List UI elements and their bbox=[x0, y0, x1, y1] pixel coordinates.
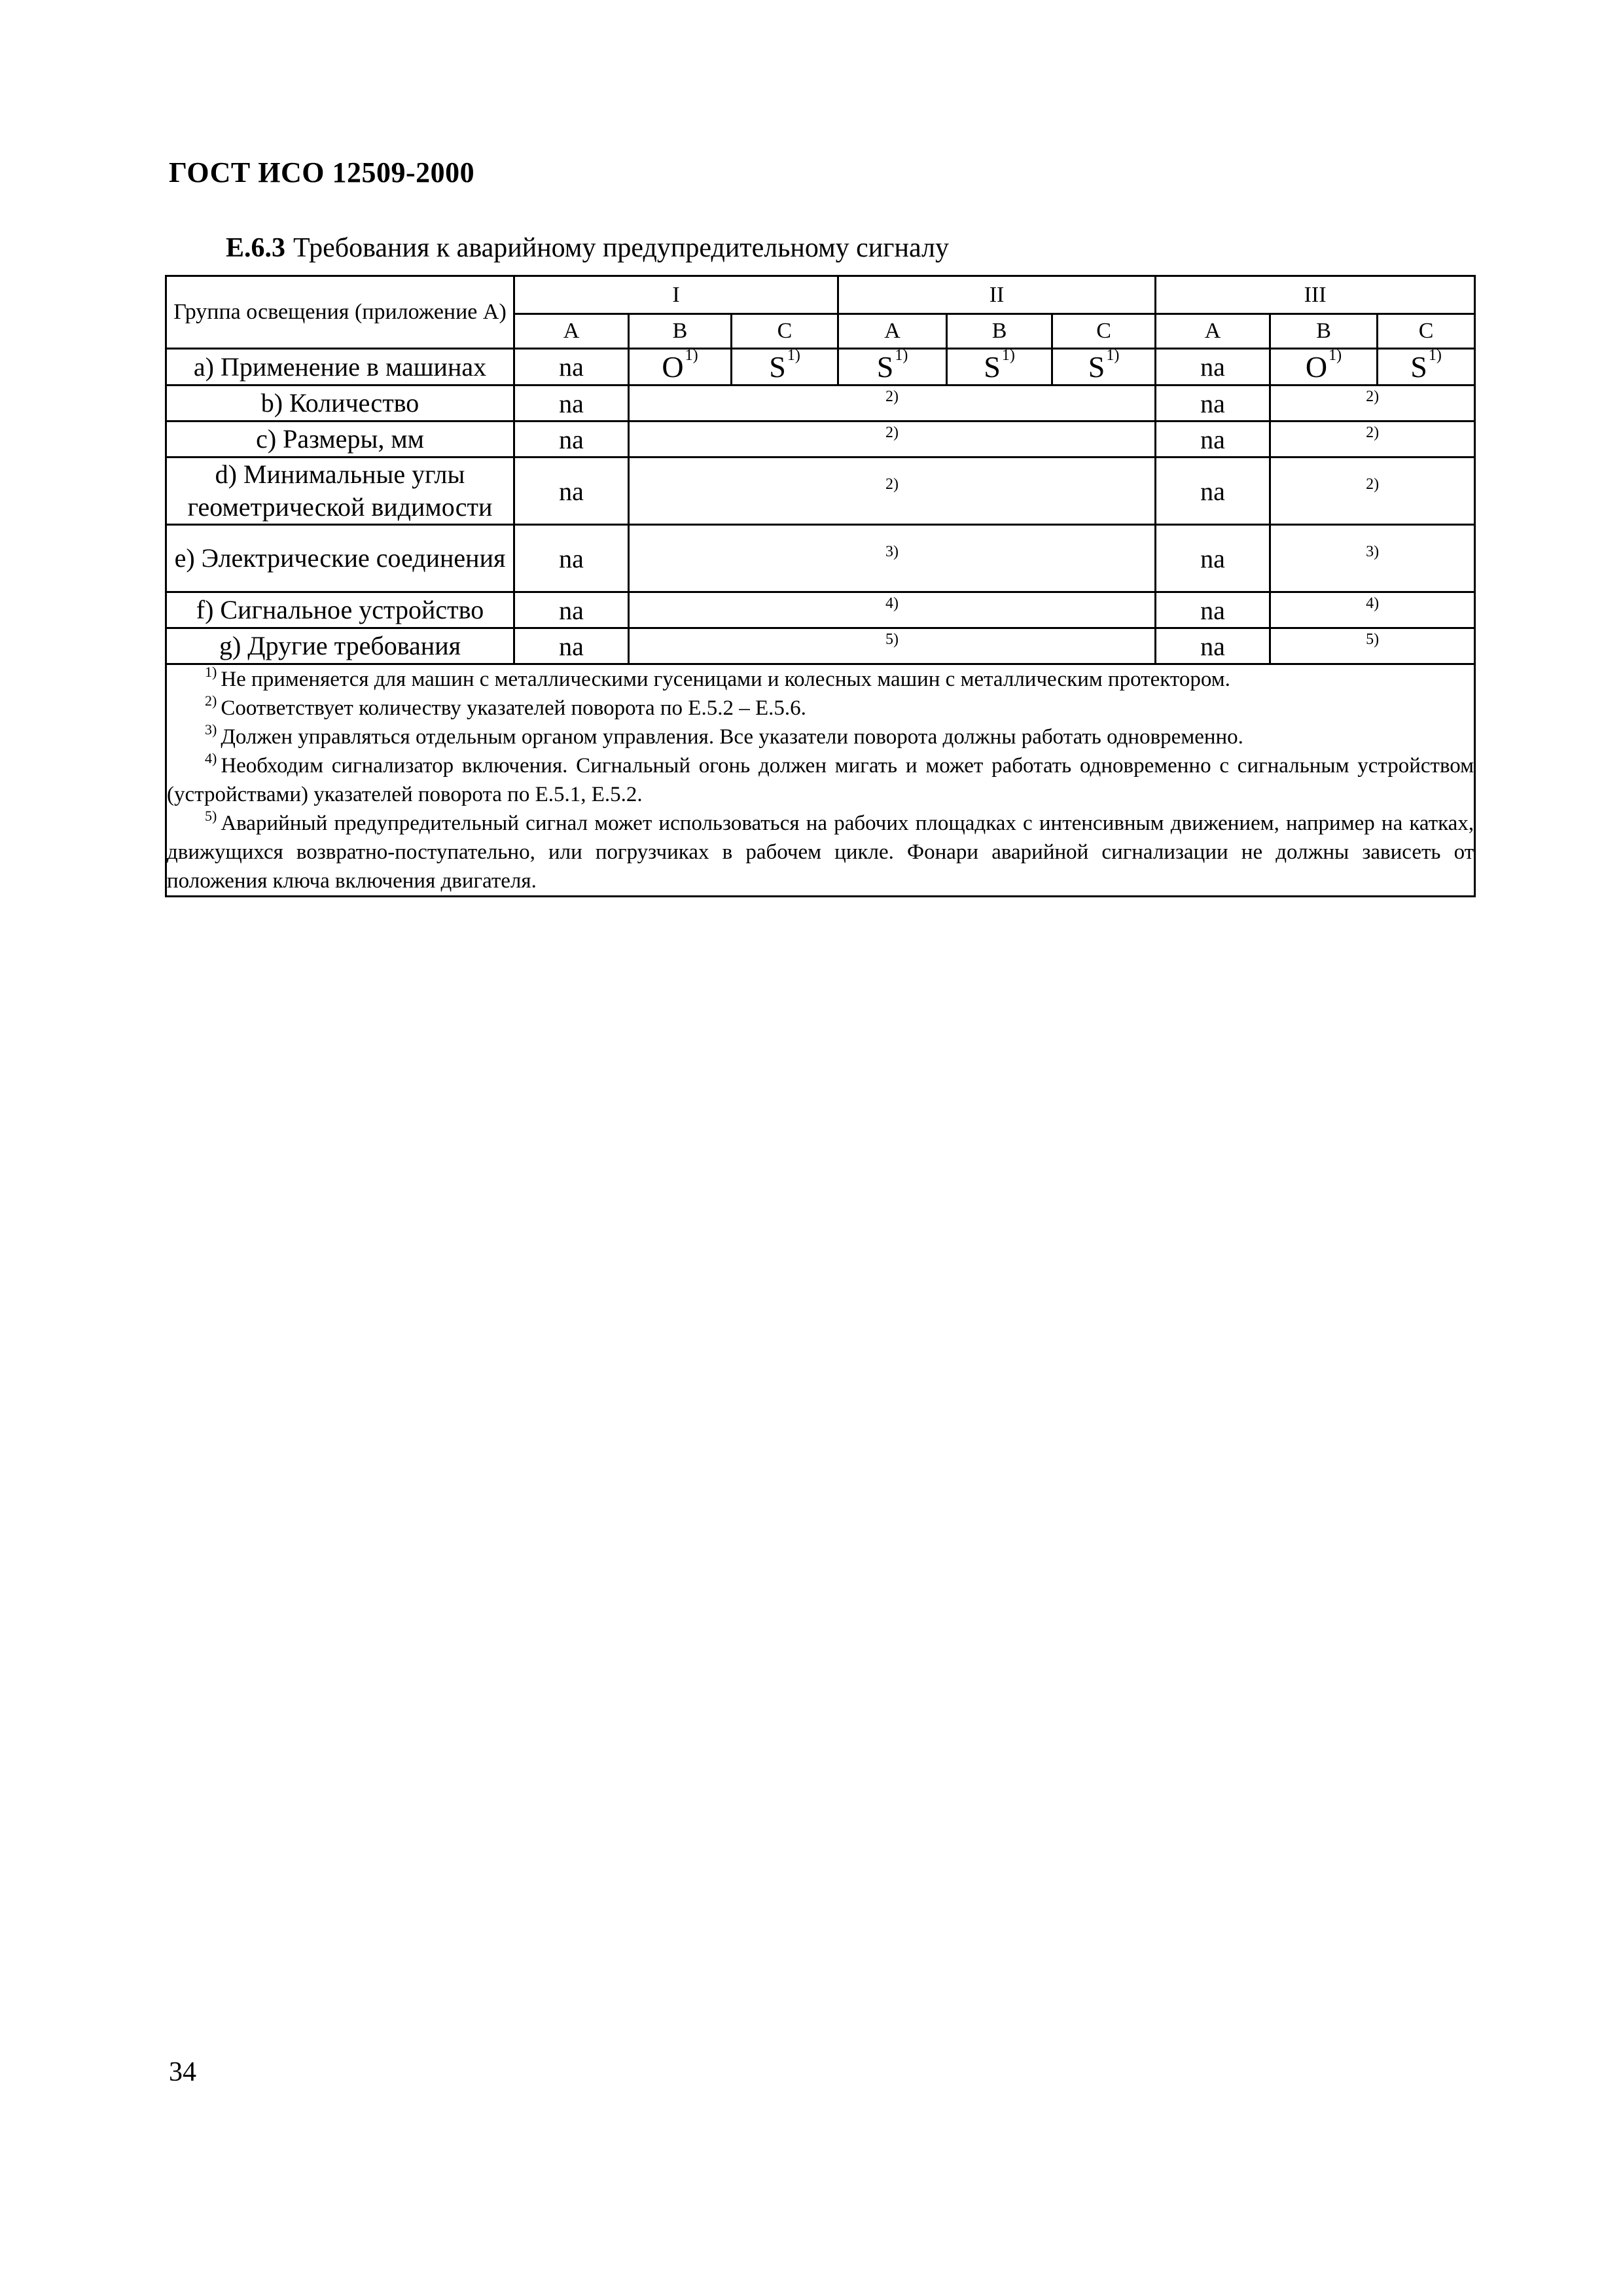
value-cell: na bbox=[514, 422, 629, 457]
value-cell: $S^{1)}$ bbox=[838, 349, 947, 386]
table-row bbox=[166, 628, 1475, 664]
table-row bbox=[166, 422, 1475, 457]
footnote-ref: 2) bbox=[1366, 424, 1380, 441]
footnote-ref: 2) bbox=[1366, 476, 1380, 493]
subcol-header: A bbox=[514, 314, 629, 349]
footnote-ref: 2) bbox=[885, 388, 899, 405]
value-cell: na bbox=[514, 349, 629, 386]
row-label: c) Размеры, мм bbox=[166, 422, 514, 457]
value-cell: na bbox=[514, 592, 629, 628]
value-cell: na bbox=[1156, 592, 1270, 628]
row-label: a) Применение в машинах bbox=[166, 349, 514, 386]
merged-ref-cell bbox=[629, 592, 1156, 628]
footnote: $^{4)}$ Необходим сигнализатор включения. Сигнальный огонь должен мигать и может работать одновременно с сигнальным устройством (устройствами) указателей поворота по Е.5.1, Е.5.2. bbox=[167, 750, 1474, 806]
section-title-text: Требования к аварийному предупредительному сигналу bbox=[293, 233, 949, 263]
document-header: ГОСТ ИСО 12509-2000 bbox=[169, 156, 475, 188]
group-header-i: I bbox=[514, 276, 838, 314]
value-cell: na bbox=[514, 457, 629, 525]
footnote-ref: 5) bbox=[1366, 631, 1380, 648]
group-header-ii: II bbox=[838, 276, 1156, 314]
value-cell: $S^{1)}$ bbox=[732, 349, 838, 386]
table-row bbox=[166, 386, 1475, 422]
merged-ref-cell bbox=[1270, 628, 1475, 664]
merged-ref-cell bbox=[1270, 592, 1475, 628]
value-cell: $O^{1)}$ bbox=[629, 349, 732, 386]
merged-ref-cell bbox=[629, 457, 1156, 525]
subcol-header: B bbox=[629, 314, 732, 349]
value-cell: na bbox=[1156, 422, 1270, 457]
value-cell: $O^{1)}$ bbox=[1270, 349, 1378, 386]
footnote-ref: 2) bbox=[1366, 388, 1380, 405]
footnote-ref: 3) bbox=[885, 543, 899, 560]
subcol-header: C bbox=[1378, 314, 1475, 349]
value-cell: na bbox=[1156, 386, 1270, 422]
table-row bbox=[166, 349, 1475, 386]
footnote-ref: 4) bbox=[1366, 595, 1380, 612]
footnote: $^{5)}$ Аварийный предупредительный сигнал может использоваться на рабочих площадках с интенсивным движением, например на катках, движущихся возвратно-поступательно, или погрузчиках в рабочем цикле. Фонари аварийной сигнализации не должны зависеть от положения ключа включения двигателя. bbox=[167, 808, 1474, 893]
value-cell: $S^{1)}$ bbox=[1378, 349, 1475, 386]
value-cell: na bbox=[514, 386, 629, 422]
merged-ref-cell bbox=[629, 628, 1156, 664]
table-row bbox=[166, 525, 1475, 592]
value-cell: $S^{1)}$ bbox=[1052, 349, 1156, 386]
footnote: $^{2)}$ Соответствует количеству указателей поворота по Е.5.2 – Е.5.6. bbox=[205, 692, 806, 720]
subcol-header: C bbox=[1052, 314, 1156, 349]
merged-ref-cell bbox=[1270, 457, 1475, 525]
requirements-table bbox=[165, 275, 1476, 897]
merged-ref-cell bbox=[1270, 525, 1475, 592]
value-cell: na bbox=[514, 525, 629, 592]
footnote-ref: 3) bbox=[1366, 543, 1380, 560]
page-number: 34 bbox=[169, 2057, 196, 2087]
footnote-ref: 4) bbox=[885, 595, 899, 612]
value-cell: na bbox=[514, 628, 629, 664]
table-row bbox=[166, 592, 1475, 628]
merged-ref-cell bbox=[629, 525, 1156, 592]
subcol-header: A bbox=[838, 314, 947, 349]
value-cell: na bbox=[1156, 457, 1270, 525]
row-label: e) Электрические соединения bbox=[166, 525, 514, 592]
group-label-cell: Группа освещения (приложение А) bbox=[166, 276, 514, 349]
footnote-ref: 5) bbox=[885, 631, 899, 648]
row-label: g) Другие требования bbox=[166, 628, 514, 664]
group-header-iii: III bbox=[1156, 276, 1475, 314]
merged-ref-cell bbox=[629, 386, 1156, 422]
footnotes-cell bbox=[166, 664, 1475, 897]
value-cell: na bbox=[1156, 628, 1270, 664]
footnote-ref: 2) bbox=[885, 424, 899, 441]
value-cell: na bbox=[1156, 525, 1270, 592]
value-cell: $S^{1)}$ bbox=[947, 349, 1052, 386]
subcol-header: B bbox=[947, 314, 1052, 349]
merged-ref-cell bbox=[629, 422, 1156, 457]
subcol-header: A bbox=[1156, 314, 1270, 349]
section-title bbox=[226, 232, 949, 264]
section-number: Е.6.3 bbox=[226, 233, 286, 263]
row-label: b) Количество bbox=[166, 386, 514, 422]
subcol-header: C bbox=[732, 314, 838, 349]
footnote-ref: 2) bbox=[885, 476, 899, 493]
row-label: f) Сигнальное устройство bbox=[166, 592, 514, 628]
footnote: $^{3)}$ Должен управляться отдельным органом управления. Все указатели поворота должны работать одновременно. bbox=[205, 721, 1243, 749]
merged-ref-cell bbox=[1270, 422, 1475, 457]
merged-ref-cell bbox=[1270, 386, 1475, 422]
value-cell: na bbox=[1156, 349, 1270, 386]
table-row bbox=[166, 457, 1475, 525]
subcol-header: B bbox=[1270, 314, 1378, 349]
footnote: $^{1)}$ Не применяется для машин с металлическими гусеницами и колесных машин с металлическим протектором. bbox=[205, 664, 1230, 691]
row-label: d) Минимальные углы геометрической видимости bbox=[166, 457, 514, 525]
